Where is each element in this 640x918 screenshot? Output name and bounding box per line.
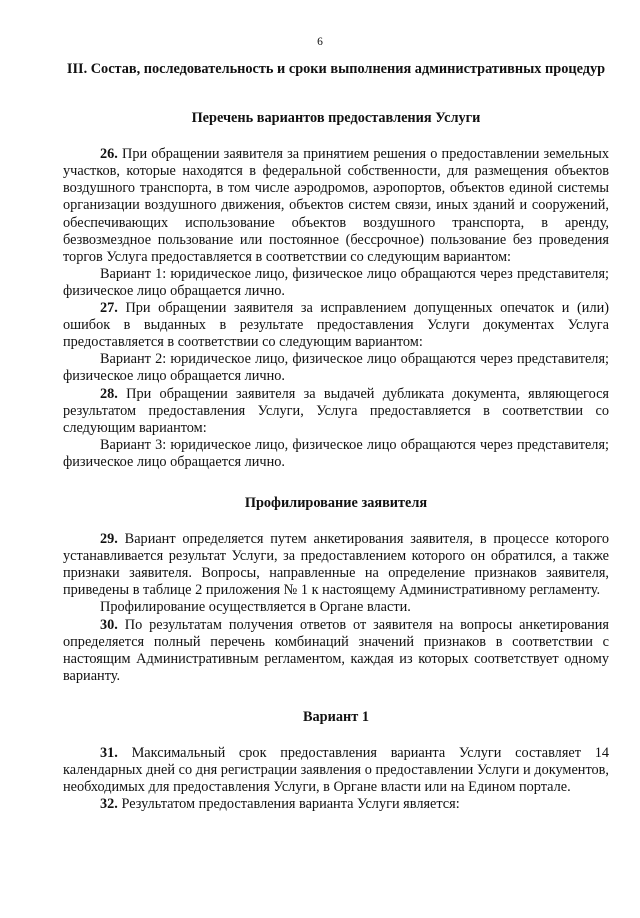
paragraph-text: Вариант 3: юридическое лицо, физическое лицо обращаются через представителя; физическое лицо обращается лично. bbox=[63, 436, 609, 470]
paragraph bbox=[63, 745, 609, 796]
subsection-title-profiling: Профилирование заявителя bbox=[244, 494, 428, 511]
paragraph-number: 28. bbox=[100, 385, 118, 402]
paragraph-text: Результатом предоставления варианта Услуги является: bbox=[117, 796, 460, 813]
subsection-title-variant-1: Вариант 1 bbox=[302, 708, 369, 725]
paragraph-text: Вариант определяется путем анкетирования заявителя, в процессе которого устанавливается результат Услуги, за предоставлением которого он обратился, а также признаки заявителя. Вопросы, направленные на определение признаков заявителя, приведены в таблице 2 приложения № 1 к настоящему Административному регламенту. bbox=[63, 531, 609, 599]
paragraph bbox=[63, 617, 609, 685]
paragraph-number: 26. bbox=[100, 146, 118, 163]
paragraph bbox=[63, 531, 609, 599]
paragraph-text: Вариант 2: юридическое лицо, физическое лицо обращаются через представителя; физическое лицо обращается лично. bbox=[63, 351, 609, 385]
paragraph bbox=[63, 300, 609, 351]
page-content bbox=[63, 61, 609, 813]
paragraph-number: 32. bbox=[100, 796, 118, 813]
paragraph-number: 27. bbox=[100, 300, 118, 317]
paragraph-number: 29. bbox=[100, 531, 118, 548]
paragraph bbox=[63, 266, 609, 300]
paragraph-text: Вариант 1: юридическое лицо, физическое лицо обращаются через представителя; физическое лицо обращается лично. bbox=[63, 265, 609, 299]
section-title: III. Состав, последовательность и сроки выполнения административных процедур bbox=[66, 61, 606, 77]
paragraph bbox=[63, 437, 609, 471]
paragraph bbox=[63, 146, 609, 266]
paragraph bbox=[63, 386, 609, 437]
paragraph-text: При обращении заявителя за выдачей дубликата документа, являющегося результатом предоставления Услуги, Услуга предоставляется в соответствии со следующим вариантом: bbox=[63, 385, 609, 436]
paragraph bbox=[63, 796, 609, 813]
paragraph-number: 31. bbox=[100, 745, 118, 761]
paragraph bbox=[63, 599, 609, 616]
paragraph bbox=[63, 351, 609, 385]
paragraph-text: При обращении заявителя за принятием решения о предоставлении земельных участков, которые находятся в федеральной собственности, для размещения объектов воздушного транспорта, в том числе аэродромов, аэропортов, объектов единой системы организации воздушного движения, объектов систем связи, иных зданий и сооружений, обеспечивающих использование объектов воздушного транспорта, в аренду, безвозмездное пользование или постоянное (бессрочное) пользование без проведения торгов Услуга предоставляется в соответствии со следующим вариантом: bbox=[63, 146, 609, 265]
subsection-title-variants: Перечень вариантов предоставления Услуги bbox=[191, 110, 481, 127]
paragraph-text: Профилирование осуществляется в Органе власти. bbox=[100, 599, 411, 616]
paragraph-text: По результатам получения ответов от заявителя на вопросы анкетирования определяется полный перечень комбинаций значений признаков в соответствии с настоящим Административным регламентом, каждая из которых соответствует одному варианту. bbox=[63, 616, 609, 684]
paragraph-text: При обращении заявителя за исправлением допущенных опечаток и (или) ошибок в выданных в результате предоставления Услуги документах Услуга предоставляется в соответствии со следующим вариантом: bbox=[63, 300, 609, 351]
page-number: 6 bbox=[317, 36, 323, 48]
paragraph-text: Максимальный срок предоставления варианта Услуги составляет 14 календарных дней со дня регистрации заявления о предоставлении Услуги и документов, необходимых для предоставления Услуги, в Органе власти или на Едином портале. bbox=[63, 745, 609, 796]
paragraph-number: 30. bbox=[100, 616, 118, 633]
